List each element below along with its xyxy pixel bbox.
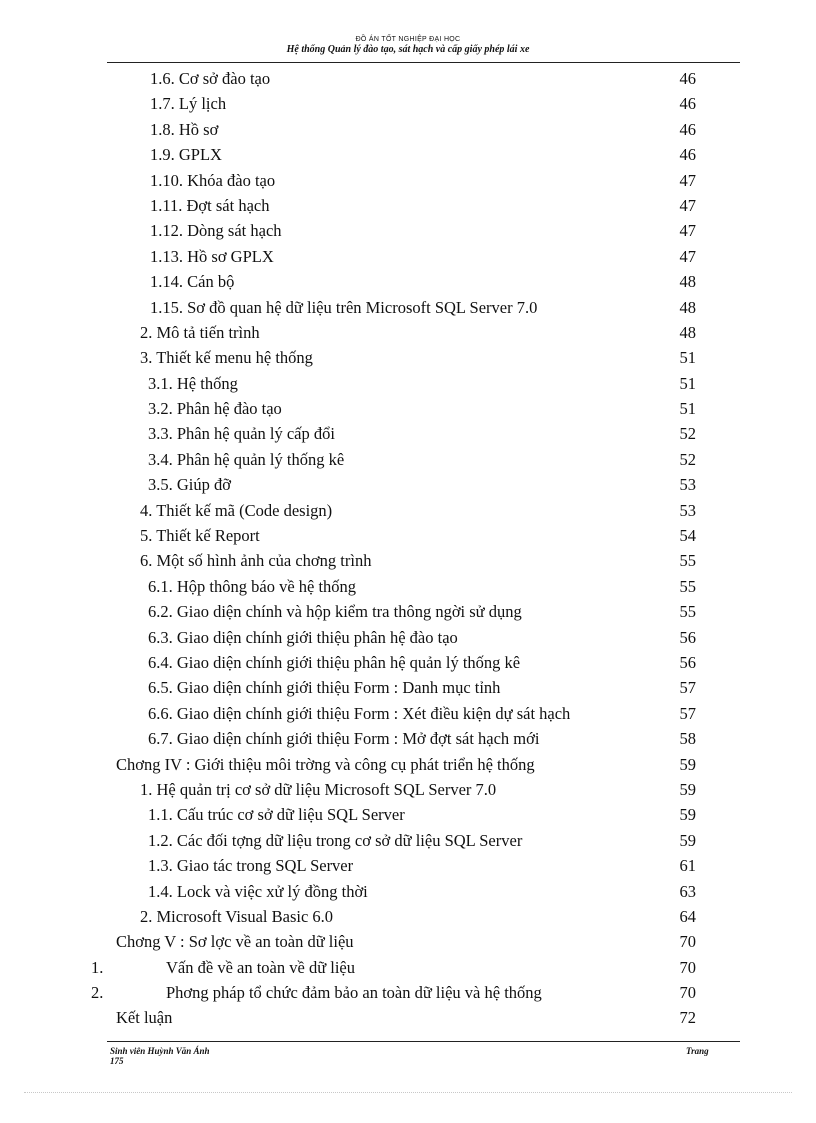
toc-entry (0, 396, 816, 421)
toc-entry (0, 1005, 816, 1030)
toc-entry-title: 3. Thiết kế menu hệ thống (140, 348, 313, 368)
toc-entry-title: 6.3. Giao diện chính giới thiệu phân hệ đào tạo (148, 627, 458, 647)
toc-entry-page: 70 (679, 932, 696, 952)
header-subtitle: Hệ thống Quản lý đào tạo, sát hạch và cấp giấy phép lái xe (286, 44, 530, 55)
toc-entry-page: 53 (679, 500, 696, 520)
toc-entry-title: 6.2. Giao diện chính và hộp kiểm tra thông ngời sử dụng (148, 602, 522, 622)
toc-entry-page: 48 (679, 272, 696, 292)
toc-entry-title: Chơng V : Sơ lợc về an toàn dữ liệu (116, 932, 354, 952)
toc-entry (0, 904, 816, 929)
toc-entry-title: 1.4. Lock và việc xử lý đồng thời (148, 881, 368, 901)
toc-entry-page: 46 (679, 69, 696, 88)
toc-entry (0, 193, 816, 218)
toc-entry-title: 1.14. Cán bộ (150, 272, 235, 292)
toc-entry (0, 117, 816, 142)
toc-entry (0, 980, 816, 1005)
footer-author: Sinh viên Huỳnh Văn Ánh (110, 1046, 210, 1056)
toc-entry-title: 6. Một số hình ảnh của chơng trình (140, 551, 372, 571)
toc-entry-title: 1.8. Hồ sơ (150, 119, 219, 139)
toc-entry (0, 91, 816, 116)
toc-entry-page: 52 (679, 449, 696, 469)
table-of-contents (0, 66, 816, 1031)
header-divider (107, 62, 740, 63)
toc-entry-page: 54 (679, 526, 696, 546)
toc-entry-page: 48 (679, 322, 696, 342)
footer-page-label: Trang (686, 1046, 709, 1056)
toc-entry-page: 59 (679, 779, 696, 799)
toc-entry-page: 51 (679, 399, 696, 419)
toc-entry-title: 1.9. GPLX (150, 145, 222, 165)
toc-entry (0, 828, 816, 853)
toc-entry-page: 52 (679, 424, 696, 444)
toc-entry-page: 55 (679, 551, 696, 571)
footer-page-id: 175 (110, 1056, 124, 1066)
toc-entry-title: 5. Thiết kế Report (140, 526, 260, 546)
toc-entry-title: 2. Microsoft Visual Basic 6.0 (140, 906, 334, 926)
toc-entry-title: 1.10. Khóa đào tạo (150, 170, 276, 190)
toc-entry (0, 295, 816, 320)
toc-entry-page: 56 (679, 627, 696, 647)
toc-entry-page: 70 (679, 957, 696, 977)
toc-entry (0, 168, 816, 193)
toc-entry-page: 63 (679, 881, 696, 901)
toc-entry (0, 244, 816, 269)
toc-entry (0, 802, 816, 827)
toc-entry-title: 3.5. Giúp đỡ (148, 475, 231, 495)
toc-entry (0, 421, 816, 446)
toc-entry-page: 57 (679, 703, 696, 723)
toc-entry (0, 320, 816, 345)
toc-entry-page: 46 (679, 119, 696, 139)
toc-entry (0, 929, 816, 954)
toc-entry-page: 51 (679, 348, 696, 368)
toc-entry-title: 1.11. Đợt sát hạch (150, 195, 270, 215)
toc-entry-title: 1.7. Lý lịch (150, 94, 227, 114)
toc-entry-title: 6.4. Giao diện chính giới thiệu phân hệ quản lý thống kê (148, 652, 521, 672)
toc-entry (0, 345, 816, 370)
toc-entry-page: 59 (679, 805, 696, 825)
toc-entry (0, 777, 816, 802)
toc-entry-title: 1.1. Cấu trúc cơ sở dữ liệu SQL Server (148, 805, 405, 825)
toc-entry-title: 3.2. Phân hệ đào tạo (148, 399, 282, 419)
toc-entry-title: 1.13. Hồ sơ GPLX (150, 246, 274, 266)
toc-entry (0, 752, 816, 777)
toc-entry-page: 56 (679, 652, 696, 672)
toc-entry (0, 675, 816, 700)
toc-entry-page: 59 (679, 754, 696, 774)
toc-entry-page: 47 (679, 246, 696, 266)
toc-entry-title: 3.3. Phân hệ quản lý cấp đổi (148, 424, 335, 444)
toc-entry-title: 6.5. Giao diện chính giới thiệu Form : Danh mục tỉnh (148, 678, 501, 698)
toc-entry (0, 523, 816, 548)
toc-entry-number: 2. (91, 983, 104, 1003)
toc-entry-title: 1. Hệ quản trị cơ sở dữ liệu Microsoft SQL Server 7.0 (140, 779, 497, 799)
toc-entry-page: 47 (679, 195, 696, 215)
toc-entry-page: 58 (679, 729, 696, 749)
toc-entry (0, 447, 816, 472)
toc-entry-title: Vấn đề về an toàn về dữ liệu (166, 957, 356, 977)
toc-entry-page: 48 (679, 297, 696, 317)
toc-entry (0, 548, 816, 573)
toc-entry-title: 1.2. Các đối tợng dữ liệu trong cơ sở dữ liệu SQL Server (148, 830, 523, 850)
toc-entry-title: 3.1. Hệ thống (148, 373, 238, 393)
toc-entry (0, 218, 816, 243)
toc-entry (0, 650, 816, 675)
toc-entry-page: 57 (679, 678, 696, 698)
toc-entry (0, 574, 816, 599)
toc-entry-title: 2. Mô tả tiến trình (140, 322, 260, 342)
toc-entry-title: 6.1. Hộp thông báo về hệ thống (148, 576, 357, 596)
toc-entry-title: 4. Thiết kế mã (Code design) (140, 500, 333, 520)
toc-entry-title: Kết luận (116, 1008, 173, 1028)
toc-entry (0, 472, 816, 497)
toc-entry (0, 498, 816, 523)
toc-entry (0, 853, 816, 878)
toc-entry-page: 47 (679, 221, 696, 241)
toc-entry-title: 3.4. Phân hệ quản lý thống kê (148, 449, 345, 469)
toc-entry (0, 701, 816, 726)
toc-entry (0, 371, 816, 396)
toc-entry-title: Chơng IV : Giới thiệu môi trờng và công cụ phát triển hệ thống (116, 754, 535, 774)
toc-entry-page: 55 (679, 602, 696, 622)
toc-entry (0, 66, 816, 91)
toc-entry-title: 1.6. Cơ sở đào tạo (150, 69, 271, 88)
toc-entry-title: 6.6. Giao diện chính giới thiệu Form : Xét điều kiện dự sát hạch (148, 703, 571, 723)
toc-entry-page: 70 (679, 983, 696, 1003)
toc-entry-number: 1. (91, 957, 104, 977)
toc-entry (0, 625, 816, 650)
toc-entry (0, 955, 816, 980)
toc-entry (0, 142, 816, 167)
toc-entry-title: Phơng pháp tổ chức đảm bảo an toàn dữ liệu và hệ thống (166, 983, 542, 1003)
toc-entry-title: 6.7. Giao diện chính giới thiệu Form : Mở đợt sát hạch mới (148, 729, 540, 749)
toc-entry-page: 64 (679, 906, 696, 926)
toc-entry-page: 72 (679, 1008, 696, 1028)
page-edge-divider (24, 1092, 792, 1093)
toc-entry-page: 55 (679, 576, 696, 596)
toc-entry-page: 46 (679, 94, 696, 114)
toc-entry (0, 599, 816, 624)
toc-entry-page: 47 (679, 170, 696, 190)
toc-entry (0, 879, 816, 904)
footer-author-block (110, 1046, 210, 1066)
toc-entry (0, 726, 816, 751)
header-title: ĐỒ ÁN TỐT NGHIỆP ĐẠI HỌC (355, 36, 461, 43)
toc-entry-title: 1.15. Sơ đồ quan hệ dữ liệu trên Microsoft SQL Server 7.0 (150, 297, 538, 317)
toc-entry-title: 1.12. Dòng sát hạch (150, 221, 282, 241)
toc-entry-page: 51 (679, 373, 696, 393)
toc-entry-page: 46 (679, 145, 696, 165)
toc-entry-page: 53 (679, 475, 696, 495)
toc-entry-page: 61 (679, 856, 696, 876)
toc-entry-page: 59 (679, 830, 696, 850)
toc-entry (0, 269, 816, 294)
footer-divider (107, 1041, 740, 1042)
toc-entry-title: 1.3. Giao tác trong SQL Server (148, 856, 354, 876)
